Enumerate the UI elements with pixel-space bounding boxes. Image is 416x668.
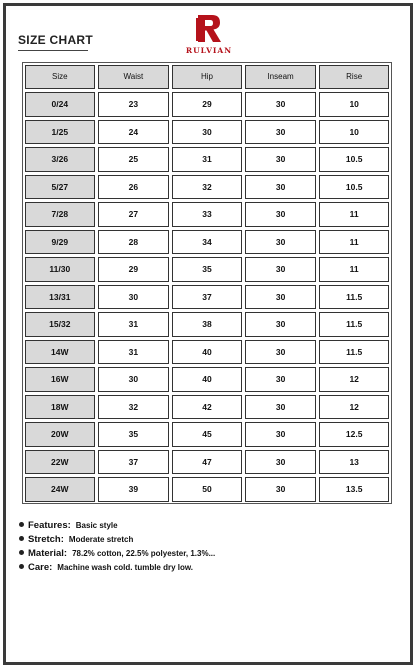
cell-waist: 31 — [98, 312, 169, 337]
cell-inseam: 30 — [245, 285, 316, 310]
title-underline — [18, 50, 88, 51]
column-header-rise: Rise — [319, 65, 390, 90]
cell-size: 9/29 — [25, 230, 96, 255]
feature-item — [19, 548, 399, 562]
cell-waist: 35 — [98, 422, 169, 447]
bullet-icon — [19, 564, 24, 569]
cell-size: 14W — [25, 340, 96, 365]
cell-rise: 12 — [319, 395, 390, 420]
cell-waist: 32 — [98, 395, 169, 420]
cell-rise: 10.5 — [319, 175, 390, 200]
table-row — [23, 146, 391, 174]
table-row — [23, 118, 391, 146]
cell-size: 24W — [25, 477, 96, 502]
cell-waist: 30 — [98, 285, 169, 310]
cell-rise: 10 — [319, 92, 390, 117]
cell-inseam: 30 — [245, 257, 316, 282]
feature-label: Material: — [28, 548, 68, 559]
table-row — [23, 476, 391, 504]
cell-rise: 11.5 — [319, 340, 390, 365]
cell-waist: 24 — [98, 120, 169, 145]
cell-hip: 31 — [172, 147, 243, 172]
cell-rise: 12.5 — [319, 422, 390, 447]
table-row — [23, 173, 391, 201]
table-row — [23, 366, 391, 394]
cell-inseam: 30 — [245, 92, 316, 117]
cell-waist: 28 — [98, 230, 169, 255]
table-row — [23, 311, 391, 339]
cell-hip: 35 — [172, 257, 243, 282]
cell-inseam: 30 — [245, 120, 316, 145]
cell-size: 16W — [25, 367, 96, 392]
cell-inseam: 30 — [245, 422, 316, 447]
cell-waist: 25 — [98, 147, 169, 172]
cell-waist: 37 — [98, 450, 169, 475]
bullet-icon — [19, 536, 24, 541]
cell-rise: 12 — [319, 367, 390, 392]
column-header-inseam: Inseam — [245, 65, 316, 90]
cell-size: 18W — [25, 395, 96, 420]
cell-hip: 45 — [172, 422, 243, 447]
feature-item — [19, 562, 399, 576]
cell-hip: 50 — [172, 477, 243, 502]
cell-rise: 11.5 — [319, 312, 390, 337]
table-row — [23, 421, 391, 449]
table-row — [23, 393, 391, 421]
cell-waist: 39 — [98, 477, 169, 502]
cell-hip: 34 — [172, 230, 243, 255]
cell-inseam: 30 — [245, 175, 316, 200]
feature-label: Features: — [28, 520, 71, 531]
feature-label: Stretch: — [28, 534, 64, 545]
column-header-waist: Waist — [98, 65, 169, 90]
cell-hip: 37 — [172, 285, 243, 310]
cell-size: 20W — [25, 422, 96, 447]
cell-hip: 40 — [172, 340, 243, 365]
cell-waist: 26 — [98, 175, 169, 200]
cell-size: 22W — [25, 450, 96, 475]
feature-value: 78.2% cotton, 22.5% polyester, 1.3%... — [72, 549, 216, 558]
brand-logo — [178, 14, 240, 58]
cell-rise: 10.5 — [319, 147, 390, 172]
cell-inseam: 30 — [245, 230, 316, 255]
feature-value: Moderate stretch — [68, 535, 134, 544]
cell-inseam: 30 — [245, 312, 316, 337]
cell-waist: 29 — [98, 257, 169, 282]
feature-value: Basic style — [75, 521, 118, 530]
cell-inseam: 30 — [245, 395, 316, 420]
cell-rise: 11 — [319, 202, 390, 227]
bullet-icon — [19, 550, 24, 555]
feature-value: Machine wash cold. tumble dry low. — [57, 563, 194, 572]
table-header-row — [23, 63, 391, 91]
cell-inseam: 30 — [245, 477, 316, 502]
cell-inseam: 30 — [245, 367, 316, 392]
bullet-icon — [19, 522, 24, 527]
cell-size: 0/24 — [25, 92, 96, 117]
cell-hip: 47 — [172, 450, 243, 475]
table-row — [23, 448, 391, 476]
feature-label: Care: — [28, 562, 53, 573]
cell-hip: 40 — [172, 367, 243, 392]
cell-waist: 30 — [98, 367, 169, 392]
column-header-hip: Hip — [172, 65, 243, 90]
cell-hip: 30 — [172, 120, 243, 145]
cell-waist: 23 — [98, 92, 169, 117]
table-row — [23, 338, 391, 366]
cell-rise: 11 — [319, 257, 390, 282]
cell-hip: 42 — [172, 395, 243, 420]
cell-size: 5/27 — [25, 175, 96, 200]
feature-item — [19, 534, 399, 548]
size-table — [22, 62, 392, 504]
table-row — [23, 283, 391, 311]
cell-size: 7/28 — [25, 202, 96, 227]
feature-item — [19, 520, 399, 534]
cell-hip: 29 — [172, 92, 243, 117]
cell-rise: 10 — [319, 120, 390, 145]
cell-size: 3/26 — [25, 147, 96, 172]
brand-r-icon — [195, 14, 223, 44]
cell-rise: 11.5 — [319, 285, 390, 310]
cell-hip: 32 — [172, 175, 243, 200]
cell-hip: 38 — [172, 312, 243, 337]
brand-name: RULVIAN — [185, 46, 233, 55]
cell-rise: 11 — [319, 230, 390, 255]
table-row — [23, 201, 391, 229]
cell-waist: 27 — [98, 202, 169, 227]
cell-inseam: 30 — [245, 450, 316, 475]
cell-inseam: 30 — [245, 202, 316, 227]
cell-size: 15/32 — [25, 312, 96, 337]
cell-size: 11/30 — [25, 257, 96, 282]
cell-size: 1/25 — [25, 120, 96, 145]
column-header-size: Size — [25, 65, 96, 90]
cell-waist: 31 — [98, 340, 169, 365]
table-row — [23, 256, 391, 284]
table-row — [23, 91, 391, 119]
table-row — [23, 228, 391, 256]
cell-inseam: 30 — [245, 340, 316, 365]
page-title: SIZE CHART — [18, 33, 93, 47]
cell-size: 13/31 — [25, 285, 96, 310]
cell-rise: 13 — [319, 450, 390, 475]
cell-rise: 13.5 — [319, 477, 390, 502]
product-features — [19, 520, 399, 576]
cell-hip: 33 — [172, 202, 243, 227]
cell-inseam: 30 — [245, 147, 316, 172]
